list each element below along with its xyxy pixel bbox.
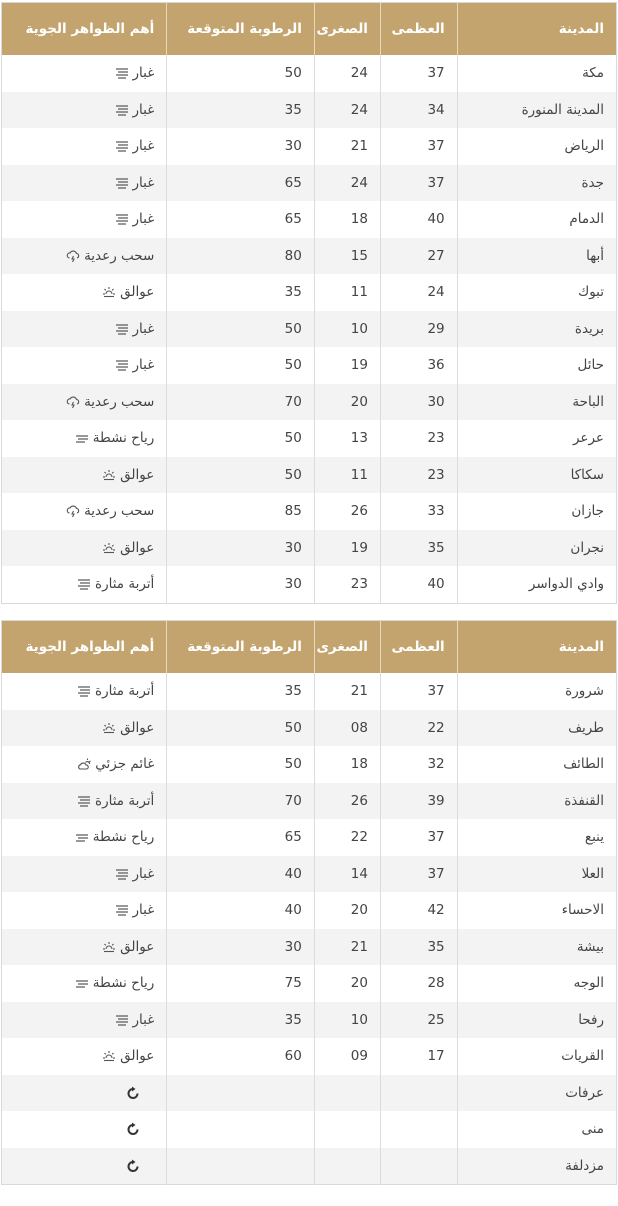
header-max: العظمى [380,3,457,56]
city-cell: الطائف [457,746,616,783]
phenomena-label: رياح نشطة [92,829,155,846]
city-cell: طريف [457,710,616,747]
min-temp-cell: 10 [314,1002,380,1039]
phenomena-cell [2,530,167,567]
table-row [2,1075,617,1112]
min-temp-cell: 23 [314,566,380,603]
table-row [2,1002,617,1039]
header-humidity: الرطوبة المتوقعة [167,621,315,674]
max-temp-cell: 37 [380,856,457,893]
phenomena-cell [2,566,167,603]
max-temp-cell [380,1148,457,1185]
humidity-cell: 70 [167,783,315,820]
humidity-cell [167,1075,315,1112]
min-temp-cell: 20 [314,892,380,929]
weather-table-2 [1,620,617,1185]
haze-icon [102,722,116,734]
city-cell: جدة [457,165,616,202]
header-city: المدينة [457,3,616,56]
phenomena-cell [2,274,167,311]
header-city: المدينة [457,621,616,674]
max-temp-cell: 32 [380,746,457,783]
city-cell: مكة [457,55,616,92]
phenomena-cell [2,457,167,494]
header-min: الصغرى [314,3,380,56]
humidity-cell: 35 [167,92,315,129]
max-temp-cell: 37 [380,165,457,202]
max-temp-cell: 23 [380,420,457,457]
max-temp-cell: 24 [380,274,457,311]
phenomena-label: سحب رعدية [84,247,155,264]
phenomena-label: غبار [132,138,155,155]
table-row [2,92,617,129]
min-temp-cell: 18 [314,746,380,783]
min-temp-cell: 11 [314,457,380,494]
min-temp-cell: 09 [314,1038,380,1075]
phenomena-label: غبار [132,1011,155,1028]
humidity-cell: 60 [167,1038,315,1075]
phenomena-cell [2,1148,167,1185]
phenomena-label: سحب رعدية [84,393,155,410]
city-cell: جازان [457,493,616,530]
table-row [2,965,617,1002]
phenomena-cell [2,55,167,92]
table-row [2,238,617,275]
humidity-cell: 35 [167,673,315,710]
city-cell: بيشة [457,929,616,966]
city-cell: الباحة [457,384,616,421]
haze-icon [102,469,116,481]
table-row [2,929,617,966]
phenomena-cell [2,746,167,783]
haze-icon [102,941,116,953]
thunder-cloud-icon [66,250,80,262]
phenomena-label: عوالق [120,1048,155,1065]
humidity-cell: 50 [167,347,315,384]
min-temp-cell: 26 [314,783,380,820]
humidity-cell: 30 [167,530,315,567]
max-temp-cell: 37 [380,55,457,92]
city-cell: الاحساء [457,892,616,929]
header-phenomena: أهم الظواهر الجوية [2,3,167,56]
phenomena-label: غبار [132,174,155,191]
phenomena-cell [2,128,167,165]
humidity-cell: 50 [167,710,315,747]
humidity-cell: 30 [167,929,315,966]
phenomena-label: أتربة مثارة [95,683,155,700]
table-row [2,1148,617,1185]
max-temp-cell: 23 [380,457,457,494]
min-temp-cell: 10 [314,311,380,348]
header-min: الصغرى [314,621,380,674]
phenomena-label: عوالق [120,938,155,955]
min-temp-cell: 21 [314,673,380,710]
table-row [2,783,617,820]
weather-table-1 [1,2,617,604]
city-cell: مزدلفة [457,1148,616,1185]
table-row [2,1111,617,1148]
dust-icon [77,685,91,697]
table-row [2,420,617,457]
dust-icon [115,177,129,189]
phenomena-cell [2,929,167,966]
humidity-cell: 80 [167,238,315,275]
table-row [2,530,617,567]
header-humidity: الرطوبة المتوقعة [167,3,315,56]
max-temp-cell: 40 [380,566,457,603]
header-phenomena: أهم الظواهر الجوية [2,621,167,674]
min-temp-cell: 14 [314,856,380,893]
table-row [2,1038,617,1075]
min-temp-cell [314,1148,380,1185]
phenomena-cell [2,673,167,710]
haze-icon [102,286,116,298]
phenomena-cell [2,783,167,820]
wind-icon [75,831,89,843]
phenomena-label: غبار [132,865,155,882]
table-row [2,274,617,311]
max-temp-cell: 29 [380,311,457,348]
phenomena-cell [2,238,167,275]
refresh-icon[interactable] [126,1086,140,1100]
phenomena-label: غبار [132,902,155,919]
max-temp-cell [380,1111,457,1148]
phenomena-label: غبار [132,211,155,228]
partly-cloudy-icon [77,758,91,770]
phenomena-cell [2,347,167,384]
phenomena-label: عوالق [120,539,155,556]
city-cell: رفحا [457,1002,616,1039]
thunder-cloud-icon [66,396,80,408]
min-temp-cell: 13 [314,420,380,457]
table-row [2,710,617,747]
wind-icon [75,432,89,444]
city-cell: الوجه [457,965,616,1002]
humidity-cell: 35 [167,1002,315,1039]
dust-icon [115,904,129,916]
thunder-cloud-icon [66,505,80,517]
city-cell: شرورة [457,673,616,710]
min-temp-cell: 20 [314,384,380,421]
phenomena-label: رياح نشطة [92,430,155,447]
haze-icon [102,1050,116,1062]
humidity-cell: 85 [167,493,315,530]
max-temp-cell: 34 [380,92,457,129]
table-header-row [2,3,617,56]
table-header-row [2,621,617,674]
min-temp-cell: 15 [314,238,380,275]
max-temp-cell: 22 [380,710,457,747]
max-temp-cell: 37 [380,128,457,165]
humidity-cell: 50 [167,55,315,92]
city-cell: الدمام [457,201,616,238]
phenomena-cell [2,384,167,421]
min-temp-cell: 22 [314,819,380,856]
min-temp-cell: 21 [314,128,380,165]
humidity-cell [167,1111,315,1148]
max-temp-cell: 37 [380,673,457,710]
dust-icon [115,140,129,152]
phenomena-cell [2,201,167,238]
phenomena-label: غبار [132,320,155,337]
phenomena-label: أتربة مثارة [95,792,155,809]
city-cell: ينبع [457,819,616,856]
min-temp-cell: 11 [314,274,380,311]
min-temp-cell: 21 [314,929,380,966]
city-cell: عرعر [457,420,616,457]
refresh-icon[interactable] [126,1159,140,1173]
max-temp-cell: 25 [380,1002,457,1039]
phenomena-cell [2,856,167,893]
table-row [2,347,617,384]
header-max: العظمى [380,621,457,674]
max-temp-cell: 42 [380,892,457,929]
city-cell: القريات [457,1038,616,1075]
max-temp-cell: 28 [380,965,457,1002]
table-row [2,566,617,603]
city-cell: وادي الدواسر [457,566,616,603]
max-temp-cell: 35 [380,929,457,966]
table-row [2,457,617,494]
city-cell: القنفذة [457,783,616,820]
humidity-cell: 75 [167,965,315,1002]
max-temp-cell [380,1075,457,1112]
min-temp-cell: 24 [314,165,380,202]
humidity-cell: 50 [167,311,315,348]
humidity-cell: 30 [167,566,315,603]
min-temp-cell: 08 [314,710,380,747]
dust-icon [115,359,129,371]
humidity-cell: 50 [167,746,315,783]
dust-icon [115,1014,129,1026]
phenomena-label: أتربة مثارة [95,576,155,593]
phenomena-cell [2,819,167,856]
phenomena-cell [2,1075,167,1112]
humidity-cell: 65 [167,165,315,202]
min-temp-cell: 20 [314,965,380,1002]
refresh-icon[interactable] [126,1122,140,1136]
city-cell: المدينة المنورة [457,92,616,129]
phenomena-cell [2,1111,167,1148]
max-temp-cell: 30 [380,384,457,421]
dust-icon [115,323,129,335]
table-row [2,201,617,238]
table-row [2,55,617,92]
phenomena-cell [2,1038,167,1075]
phenomena-cell [2,311,167,348]
min-temp-cell: 19 [314,347,380,384]
min-temp-cell: 26 [314,493,380,530]
humidity-cell: 30 [167,128,315,165]
phenomena-label: غبار [132,357,155,374]
humidity-cell: 40 [167,892,315,929]
humidity-cell [167,1148,315,1185]
phenomena-label: رياح نشطة [92,975,155,992]
phenomena-label: عوالق [120,466,155,483]
phenomena-label: غائم جزئي [95,756,155,773]
table-row [2,165,617,202]
phenomena-cell [2,165,167,202]
phenomena-cell [2,493,167,530]
humidity-cell: 50 [167,457,315,494]
max-temp-cell: 37 [380,819,457,856]
city-cell: بريدة [457,311,616,348]
haze-icon [102,542,116,554]
min-temp-cell: 18 [314,201,380,238]
min-temp-cell [314,1075,380,1112]
table-row [2,384,617,421]
phenomena-cell [2,420,167,457]
phenomena-label: سحب رعدية [84,503,155,520]
dust-icon [115,104,129,116]
table-row [2,311,617,348]
dust-icon [115,67,129,79]
phenomena-cell [2,1002,167,1039]
phenomena-label: عوالق [120,719,155,736]
table-row [2,892,617,929]
dust-icon [115,868,129,880]
max-temp-cell: 39 [380,783,457,820]
humidity-cell: 65 [167,201,315,238]
phenomena-cell [2,892,167,929]
wind-icon [75,977,89,989]
city-cell: الرياض [457,128,616,165]
min-temp-cell: 24 [314,55,380,92]
city-cell: أبها [457,238,616,275]
dust-icon [77,795,91,807]
humidity-cell: 35 [167,274,315,311]
humidity-cell: 70 [167,384,315,421]
table-row [2,128,617,165]
phenomena-label: غبار [132,101,155,118]
city-cell: حائل [457,347,616,384]
dust-icon [77,578,91,590]
table-row [2,819,617,856]
max-temp-cell: 36 [380,347,457,384]
humidity-cell: 50 [167,420,315,457]
min-temp-cell: 19 [314,530,380,567]
table-row [2,856,617,893]
max-temp-cell: 17 [380,1038,457,1075]
dust-icon [115,213,129,225]
max-temp-cell: 40 [380,201,457,238]
city-cell: نجران [457,530,616,567]
city-cell: تبوك [457,274,616,311]
max-temp-cell: 33 [380,493,457,530]
city-cell: منى [457,1111,616,1148]
phenomena-cell [2,92,167,129]
min-temp-cell [314,1111,380,1148]
table-row [2,493,617,530]
humidity-cell: 40 [167,856,315,893]
city-cell: العلا [457,856,616,893]
phenomena-label: عوالق [120,284,155,301]
city-cell: سكاكا [457,457,616,494]
phenomena-cell [2,965,167,1002]
min-temp-cell: 24 [314,92,380,129]
phenomena-label: غبار [132,65,155,82]
table-row [2,746,617,783]
humidity-cell: 65 [167,819,315,856]
max-temp-cell: 27 [380,238,457,275]
city-cell: عرفات [457,1075,616,1112]
table-row [2,673,617,710]
phenomena-cell [2,710,167,747]
max-temp-cell: 35 [380,530,457,567]
